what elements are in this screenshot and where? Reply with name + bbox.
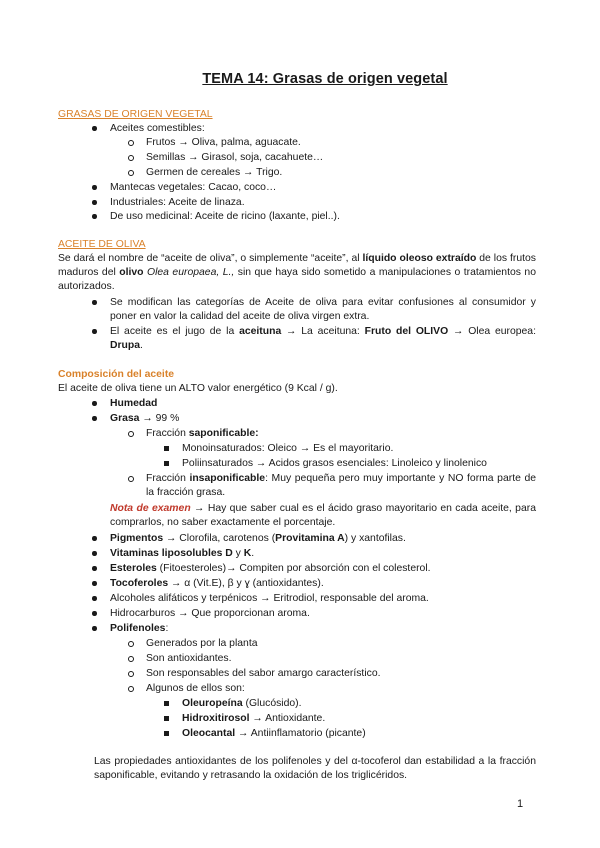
list-item-pigmentos: Pigmentos → Clorofila, carotenos (Provitamina A) y xantofilas.: [110, 533, 406, 544]
list-item-oleocantal: Oleocantal → Antiinflamatorio (picante): [182, 728, 366, 739]
bullet-icon: [92, 596, 97, 601]
exam-note: Nota de examen → Hay que saber cual es el ácido graso mayoritario en cada aceite, para comprarlos, no saber exactamente el porcentaje.: [110, 503, 536, 529]
list-item-humedad: Humedad: [110, 398, 158, 409]
list-item-vitaminas: Vitaminas liposolubles D y K.: [110, 548, 255, 559]
circle-bullet-icon: [128, 155, 134, 161]
circle-bullet-icon: [128, 641, 134, 647]
square-bullet-icon: [164, 731, 169, 736]
circle-bullet-icon: [128, 656, 134, 662]
square-bullet-icon: [164, 446, 169, 451]
list-item-oleuropeina: Oleuropeína (Glucósido).: [182, 698, 302, 709]
circle-bullet-icon: [128, 431, 134, 437]
list-item-alcoholes: Alcoholes alifáticos y terpénicos → Eritrodiol, responsable del aroma.: [110, 593, 429, 604]
square-bullet-icon: [164, 461, 169, 466]
list-item-mantecas: Mantecas vegetales: Cacao, coco…: [110, 182, 277, 193]
square-bullet-icon: [164, 716, 169, 721]
list-item-grasa: Grasa → 99 %: [110, 413, 180, 424]
list-item-algunos: Algunos de ellos son:: [146, 683, 245, 694]
page-number: 1: [517, 798, 524, 810]
bullet-icon: [92, 200, 97, 205]
list-item-frutos: Frutos → Oliva, palma, aguacate.: [146, 137, 301, 148]
list-item-generados: Generados por la planta: [146, 638, 258, 649]
bullet-icon: [92, 401, 97, 406]
circle-bullet-icon: [128, 170, 134, 176]
square-bullet-icon: [164, 701, 169, 706]
circle-bullet-icon: [128, 686, 134, 692]
bullet-icon: [92, 566, 97, 571]
bullet-icon: [92, 626, 97, 631]
bullet-icon: [92, 214, 97, 219]
list-item-tocoferoles: Tocoferoles → α (Vit.E), β y ɣ (antioxidantes).: [110, 578, 324, 589]
closing-paragraph: Las propiedades antioxidantes de los polifenoles y del α-tocoferol dan estabilidad a la fracción saponificable, evitando y retrasando la oxidación de los triglicéridos.: [94, 756, 536, 782]
section-heading-grasas: GRASAS DE ORIGEN VEGETAL: [58, 109, 213, 120]
circle-bullet-icon: [128, 140, 134, 146]
bullet-icon: [92, 126, 97, 131]
bullet-icon: [92, 536, 97, 541]
list-item-semillas: Semillas → Girasol, soja, cacahuete…: [146, 152, 324, 163]
bullet-icon: [92, 611, 97, 616]
list-item-categorias: Se modifican las categorías de Aceite de oliva para evitar confusiones al consumidor y poner en valor la calidad del aceite de oliva virgen extra.: [110, 297, 536, 323]
list-item-antioxidantes: Son antioxidantes.: [146, 653, 232, 664]
intro-text: El aceite de oliva tiene un ALTO valor energético (9 Kcal / g).: [58, 383, 338, 394]
list-item-insaponificable: Fracción insaponificable: Muy pequeña pero muy importante y NO forma parte de la fracción grasa.: [146, 473, 537, 499]
list-item-monoinsaturados: Monoinsaturados: Oleico → Es el mayoritario.: [182, 443, 394, 454]
list-item-industriales: Industriales: Aceite de linaza.: [110, 197, 245, 208]
bullet-icon: [92, 416, 97, 421]
section-heading-composicion: Composición del aceite: [58, 369, 175, 380]
list-item-saponificable: Fracción saponificable:: [146, 428, 259, 439]
section-heading-aceite-oliva: ACEITE DE OLIVA: [58, 239, 146, 250]
bullet-icon: [92, 185, 97, 190]
circle-bullet-icon: [128, 476, 134, 482]
list-item-aceites: Aceites comestibles:: [110, 123, 205, 134]
list-item-polifenoles: Polifenoles:: [110, 623, 169, 634]
page-title: TEMA 14: Grasas de origen vegetal: [202, 71, 448, 87]
bullet-icon: [92, 551, 97, 556]
list-item-germen: Germen de cereales → Trigo.: [146, 167, 283, 178]
list-item-hidroxitirosol: Hidroxitirosol → Antioxidante.: [182, 713, 326, 724]
list-item-esteroles: Esteroles (Fitoesteroles)→ Compiten por absorción con el colesterol.: [110, 563, 431, 574]
bullet-icon: [92, 300, 97, 305]
list-item-hidrocarburos: Hidrocarburos → Que proporcionan aroma.: [110, 608, 310, 619]
circle-bullet-icon: [128, 671, 134, 677]
bullet-icon: [92, 329, 97, 334]
bullet-icon: [92, 581, 97, 586]
list-item-medicinal: De uso medicinal: Aceite de ricino (laxante, piel..).: [110, 211, 340, 222]
list-item-poliinsaturados: Poliinsaturados → Acidos grasos esenciales: Linoleico y linolenico: [182, 458, 487, 469]
list-item-sabor: Son responsables del sabor amargo característico.: [146, 668, 381, 679]
list-item-jugo-aceituna: El aceite es el jugo de la aceituna → La aceituna: Fruto del OLIVO → Olea europea: Drupa.: [110, 326, 536, 352]
definition-paragraph: Se dará el nombre de “aceite de oliva”, o simplemente “aceite”, al líquido oleoso extraído de los frutos maduros del olivo Olea europaea, L., sin que haya sido sometido a manipulaciones o tratamientos no autorizados.: [58, 253, 536, 293]
